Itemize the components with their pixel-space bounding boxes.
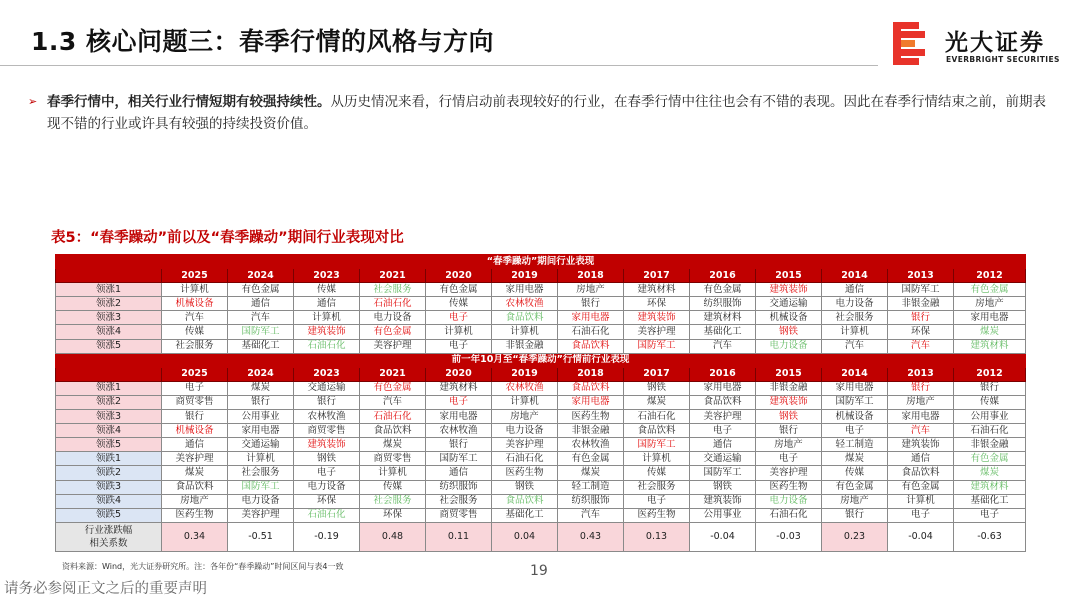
industry-cell: 银行 xyxy=(294,395,360,409)
correlation-label-line2: 相关系数 xyxy=(89,537,128,549)
industry-cell: 农林牧渔 xyxy=(492,381,558,395)
industry-cell: 建筑材料 xyxy=(954,339,1026,353)
year-header: 2021 xyxy=(360,367,426,381)
year-header: 2012 xyxy=(954,269,1026,283)
industry-cell: 非银金融 xyxy=(492,339,558,353)
industry-cell: 计算机 xyxy=(294,311,360,325)
industry-cell: 银行 xyxy=(888,381,954,395)
industry-cell: 汽车 xyxy=(360,395,426,409)
industry-cell: 国防军工 xyxy=(624,339,690,353)
year-header: 2019 xyxy=(492,367,558,381)
industry-cell: 有色金属 xyxy=(228,283,294,297)
industry-cell: 建筑装饰 xyxy=(756,283,822,297)
industry-cell: 医药生物 xyxy=(492,466,558,480)
industry-cell: 社会服务 xyxy=(162,339,228,353)
industry-cell: 煤炭 xyxy=(624,395,690,409)
industry-cell: 房地产 xyxy=(756,438,822,452)
industry-cell: 机械设备 xyxy=(756,311,822,325)
industry-cell: 钢铁 xyxy=(624,381,690,395)
industry-cell: 汽车 xyxy=(162,311,228,325)
industry-cell: 环保 xyxy=(294,494,360,508)
industry-cell: 电子 xyxy=(624,494,690,508)
industry-cell: 银行 xyxy=(162,410,228,424)
table-title: 表5：“春季躁动”前以及“春季躁动”期间行业表现对比 xyxy=(51,230,404,246)
year-header: 2018 xyxy=(558,269,624,283)
industry-cell: 医药生物 xyxy=(558,410,624,424)
year-header-blank xyxy=(56,367,162,381)
industry-cell: 建筑材料 xyxy=(690,311,756,325)
industry-cell: 通信 xyxy=(294,297,360,311)
industry-cell: 机械设备 xyxy=(162,424,228,438)
industry-cell: 家用电器 xyxy=(888,410,954,424)
section-title-pre-rally: 前一年10月至“春季躁动”行情前行业表现 xyxy=(56,353,1026,367)
table-row xyxy=(56,395,1026,409)
correlation-label xyxy=(56,522,162,551)
industry-cell: 有色金属 xyxy=(426,283,492,297)
row-label: 领涨3 xyxy=(56,410,162,424)
industry-cell: 钢铁 xyxy=(492,480,558,494)
correlation-value: 0.23 xyxy=(822,522,888,551)
table-row xyxy=(56,325,1026,339)
industry-cell: 银行 xyxy=(228,395,294,409)
industry-cell: 美容护理 xyxy=(492,438,558,452)
industry-cell: 银行 xyxy=(558,297,624,311)
page-number: 19 xyxy=(530,563,548,579)
slide-title: 1.3 核心问题三：春季行情的风格与方向 xyxy=(31,27,494,56)
industry-cell: 钢铁 xyxy=(294,452,360,466)
industry-cell: 通信 xyxy=(426,466,492,480)
industry-cell: 传媒 xyxy=(294,283,360,297)
industry-cell: 电子 xyxy=(888,508,954,522)
industry-cell: 煤炭 xyxy=(558,466,624,480)
correlation-value: -0.04 xyxy=(690,522,756,551)
industry-cell: 计算机 xyxy=(492,395,558,409)
section-title-spring-rally: “春季躁动”期间行业表现 xyxy=(56,255,1026,269)
industry-cell: 家用电器 xyxy=(558,395,624,409)
industry-cell: 有色金属 xyxy=(954,452,1026,466)
industry-cell: 电力设备 xyxy=(228,494,294,508)
industry-cell: 煤炭 xyxy=(954,466,1026,480)
industry-cell: 钢铁 xyxy=(756,410,822,424)
industry-cell: 机械设备 xyxy=(162,297,228,311)
year-header: 2020 xyxy=(426,269,492,283)
industry-cell: 石油石化 xyxy=(294,339,360,353)
industry-cell: 商贸零售 xyxy=(162,395,228,409)
industry-cell: 美容护理 xyxy=(360,339,426,353)
industry-cell: 石油石化 xyxy=(756,508,822,522)
industry-cell: 建筑材料 xyxy=(954,480,1026,494)
industry-cell: 家用电器 xyxy=(426,410,492,424)
industry-cell: 建筑装饰 xyxy=(294,438,360,452)
industry-cell: 纺织服饰 xyxy=(558,494,624,508)
industry-cell: 建筑装饰 xyxy=(888,438,954,452)
correlation-value: 0.34 xyxy=(162,522,228,551)
industry-cell: 石油石化 xyxy=(360,297,426,311)
correlation-row xyxy=(56,522,1026,551)
industry-cell: 机械设备 xyxy=(822,410,888,424)
industry-cell: 有色金属 xyxy=(822,480,888,494)
industry-cell: 煤炭 xyxy=(360,438,426,452)
industry-cell: 电子 xyxy=(162,381,228,395)
row-label: 领涨3 xyxy=(56,311,162,325)
arrow-bullet-icon: ➢ xyxy=(28,95,38,108)
industry-cell: 家用电器 xyxy=(558,311,624,325)
industry-cell: 建筑材料 xyxy=(624,283,690,297)
industry-cell: 农林牧渔 xyxy=(492,297,558,311)
industry-cell: 医药生物 xyxy=(624,508,690,522)
industry-cell: 社会服务 xyxy=(624,480,690,494)
row-label: 领跌5 xyxy=(56,508,162,522)
table-row xyxy=(56,297,1026,311)
industry-cell: 银行 xyxy=(954,381,1026,395)
industry-cell: 计算机 xyxy=(624,452,690,466)
industry-cell: 交通运输 xyxy=(690,452,756,466)
table-row xyxy=(56,452,1026,466)
table-row xyxy=(56,339,1026,353)
correlation-value: -0.63 xyxy=(954,522,1026,551)
industry-cell: 房地产 xyxy=(822,494,888,508)
row-label: 领涨5 xyxy=(56,339,162,353)
company-logo xyxy=(893,22,1068,68)
industry-cell: 交通运输 xyxy=(228,438,294,452)
year-header: 2023 xyxy=(294,367,360,381)
industry-cell: 煤炭 xyxy=(162,466,228,480)
table-row xyxy=(56,283,1026,297)
industry-cell: 电力设备 xyxy=(756,494,822,508)
industry-cell: 建筑装饰 xyxy=(690,494,756,508)
year-header: 2015 xyxy=(756,367,822,381)
industry-cell: 传媒 xyxy=(624,466,690,480)
correlation-value: 0.43 xyxy=(558,522,624,551)
industry-cell: 电力设备 xyxy=(492,424,558,438)
year-header: 2016 xyxy=(690,367,756,381)
year-header: 2025 xyxy=(162,269,228,283)
year-header: 2019 xyxy=(492,269,558,283)
correlation-value: -0.03 xyxy=(756,522,822,551)
industry-cell: 建筑材料 xyxy=(426,381,492,395)
industry-cell: 房地产 xyxy=(492,410,558,424)
year-header: 2014 xyxy=(822,367,888,381)
row-label: 领涨4 xyxy=(56,424,162,438)
industry-cell: 非银金融 xyxy=(954,438,1026,452)
industry-cell: 食品饮料 xyxy=(360,424,426,438)
industry-cell: 轻工制造 xyxy=(558,480,624,494)
year-header: 2014 xyxy=(822,269,888,283)
industry-cell: 计算机 xyxy=(492,325,558,339)
industry-cell: 环保 xyxy=(888,325,954,339)
row-label: 领涨4 xyxy=(56,325,162,339)
industry-cell: 有色金属 xyxy=(360,381,426,395)
industry-cell: 电子 xyxy=(756,452,822,466)
table-row xyxy=(56,381,1026,395)
industry-cell: 医药生物 xyxy=(162,508,228,522)
industry-cell: 农林牧渔 xyxy=(558,438,624,452)
industry-cell: 汽车 xyxy=(228,311,294,325)
industry-cell: 房地产 xyxy=(162,494,228,508)
industry-cell: 社会服务 xyxy=(360,494,426,508)
table-row xyxy=(56,466,1026,480)
industry-cell: 石油石化 xyxy=(624,410,690,424)
industry-cell: 通信 xyxy=(690,438,756,452)
year-header-row xyxy=(56,269,1026,283)
industry-cell: 建筑装饰 xyxy=(294,325,360,339)
industry-cell: 食品饮料 xyxy=(558,339,624,353)
industry-cell: 煤炭 xyxy=(822,452,888,466)
industry-cell: 食品饮料 xyxy=(888,466,954,480)
industry-cell: 商贸零售 xyxy=(426,508,492,522)
industry-cell: 国防军工 xyxy=(822,395,888,409)
table-row xyxy=(56,508,1026,522)
industry-cell: 家用电器 xyxy=(954,311,1026,325)
industry-cell: 国防军工 xyxy=(228,480,294,494)
correlation-value: -0.51 xyxy=(228,522,294,551)
year-header: 2023 xyxy=(294,269,360,283)
industry-cell: 环保 xyxy=(360,508,426,522)
industry-cell: 石油石化 xyxy=(294,508,360,522)
industry-cell: 公用事业 xyxy=(228,410,294,424)
industry-cell: 电力设备 xyxy=(360,311,426,325)
industry-cell: 银行 xyxy=(822,508,888,522)
industry-cell: 传媒 xyxy=(954,395,1026,409)
industry-cell: 通信 xyxy=(888,452,954,466)
industry-cell: 房地产 xyxy=(888,395,954,409)
industry-cell: 煤炭 xyxy=(954,325,1026,339)
industry-cell: 美容护理 xyxy=(690,410,756,424)
industry-cell: 石油石化 xyxy=(492,452,558,466)
industry-cell: 家用电器 xyxy=(228,424,294,438)
industry-cell: 钢铁 xyxy=(756,325,822,339)
industry-cell: 食品饮料 xyxy=(558,381,624,395)
industry-cell: 国防军工 xyxy=(624,438,690,452)
industry-cell: 社会服务 xyxy=(822,311,888,325)
industry-cell: 国防军工 xyxy=(888,283,954,297)
industry-cell: 汽车 xyxy=(888,424,954,438)
correlation-value: 0.48 xyxy=(360,522,426,551)
year-header: 2013 xyxy=(888,367,954,381)
industry-cell: 非银金融 xyxy=(558,424,624,438)
industry-cell: 电子 xyxy=(426,339,492,353)
industry-cell: 传媒 xyxy=(360,480,426,494)
industry-cell: 钢铁 xyxy=(690,480,756,494)
industry-cell: 家用电器 xyxy=(492,283,558,297)
table-row xyxy=(56,438,1026,452)
industry-cell: 医药生物 xyxy=(756,480,822,494)
year-header: 2021 xyxy=(360,269,426,283)
key-point-body: 从历史情况来看，行情启动前表现较好的行业，在春季行情中往往也会有不错的表现。因此在春季行情结束之前，前期表现不错的行业或许具有较强的持续投资价值。 xyxy=(47,94,1046,132)
year-header-row xyxy=(56,367,1026,381)
industry-cell: 石油石化 xyxy=(558,325,624,339)
industry-cell: 电子 xyxy=(426,311,492,325)
row-label: 领涨5 xyxy=(56,438,162,452)
industry-cell: 电子 xyxy=(954,508,1026,522)
industry-cell: 美容护理 xyxy=(162,452,228,466)
row-label: 领涨2 xyxy=(56,297,162,311)
industry-cell: 食品饮料 xyxy=(162,480,228,494)
year-header: 2024 xyxy=(228,367,294,381)
year-header: 2012 xyxy=(954,367,1026,381)
industry-cell: 汽车 xyxy=(690,339,756,353)
industry-cell: 传媒 xyxy=(162,325,228,339)
table-row xyxy=(56,494,1026,508)
row-label: 领涨2 xyxy=(56,395,162,409)
industry-cell: 电力设备 xyxy=(294,480,360,494)
industry-performance-table xyxy=(55,254,1026,552)
industry-cell: 房地产 xyxy=(954,297,1026,311)
industry-cell: 汽车 xyxy=(822,339,888,353)
correlation-value: 0.13 xyxy=(624,522,690,551)
industry-cell: 美容护理 xyxy=(624,325,690,339)
row-label: 领涨1 xyxy=(56,381,162,395)
industry-cell: 有色金属 xyxy=(360,325,426,339)
industry-cell: 计算机 xyxy=(822,325,888,339)
key-point-lead: 春季行情中，相关行业行情短期有较强持续性。 xyxy=(47,94,331,110)
industry-cell: 纺织服饰 xyxy=(690,297,756,311)
industry-cell: 石油石化 xyxy=(954,424,1026,438)
industry-cell: 计算机 xyxy=(162,283,228,297)
table-row xyxy=(56,410,1026,424)
industry-cell: 基础化工 xyxy=(228,339,294,353)
industry-cell: 国防军工 xyxy=(690,466,756,480)
industry-cell: 国防军工 xyxy=(228,325,294,339)
correlation-value: 0.11 xyxy=(426,522,492,551)
row-label: 领跌4 xyxy=(56,494,162,508)
correlation-value: 0.04 xyxy=(492,522,558,551)
industry-cell: 有色金属 xyxy=(888,480,954,494)
industry-cell: 商贸零售 xyxy=(294,424,360,438)
industry-cell: 电子 xyxy=(822,424,888,438)
industry-cell: 计算机 xyxy=(360,466,426,480)
source-note: 资料来源：Wind，光大证券研究所。注：各年份“春季躁动”时间区间与表4一致 xyxy=(62,562,344,571)
industry-cell: 农林牧渔 xyxy=(426,424,492,438)
industry-cell: 食品饮料 xyxy=(624,424,690,438)
industry-cell: 家用电器 xyxy=(822,381,888,395)
year-header: 2025 xyxy=(162,367,228,381)
everbright-logo-icon xyxy=(893,22,931,68)
industry-cell: 煤炭 xyxy=(228,381,294,395)
industry-cell: 建筑装饰 xyxy=(624,311,690,325)
industry-cell: 建筑装饰 xyxy=(756,395,822,409)
industry-cell: 社会服务 xyxy=(228,466,294,480)
industry-cell: 通信 xyxy=(228,297,294,311)
industry-cell: 计算机 xyxy=(888,494,954,508)
industry-cell: 农林牧渔 xyxy=(294,410,360,424)
industry-cell: 房地产 xyxy=(558,283,624,297)
section-title-spring-rally-row xyxy=(56,255,1026,269)
row-label: 领跌1 xyxy=(56,452,162,466)
header-divider xyxy=(0,65,878,66)
industry-cell: 国防军工 xyxy=(426,452,492,466)
industry-cell: 银行 xyxy=(756,424,822,438)
industry-cell: 轻工制造 xyxy=(822,438,888,452)
industry-cell: 食品饮料 xyxy=(690,395,756,409)
industry-cell: 电子 xyxy=(426,395,492,409)
industry-cell: 食品饮料 xyxy=(492,494,558,508)
year-header: 2020 xyxy=(426,367,492,381)
industry-cell: 汽车 xyxy=(888,339,954,353)
industry-cell: 电力设备 xyxy=(756,339,822,353)
section-title-pre-rally-row xyxy=(56,353,1026,367)
table-row xyxy=(56,424,1026,438)
industry-cell: 公用事业 xyxy=(690,508,756,522)
industry-cell: 电力设备 xyxy=(822,297,888,311)
table-row xyxy=(56,311,1026,325)
logo-english-name: EVERBRIGHT SECURITIES xyxy=(946,55,1060,64)
row-label: 领涨1 xyxy=(56,283,162,297)
industry-cell: 银行 xyxy=(888,311,954,325)
year-header: 2024 xyxy=(228,269,294,283)
industry-cell: 计算机 xyxy=(426,325,492,339)
industry-cell: 纺织服饰 xyxy=(426,480,492,494)
industry-cell: 通信 xyxy=(822,283,888,297)
year-header: 2013 xyxy=(888,269,954,283)
industry-cell: 石油石化 xyxy=(360,410,426,424)
industry-cell: 有色金属 xyxy=(690,283,756,297)
industry-cell: 社会服务 xyxy=(360,283,426,297)
industry-cell: 银行 xyxy=(426,438,492,452)
correlation-value: -0.19 xyxy=(294,522,360,551)
industry-cell: 计算机 xyxy=(228,452,294,466)
year-header: 2017 xyxy=(624,367,690,381)
industry-cell: 社会服务 xyxy=(426,494,492,508)
row-label: 领跌3 xyxy=(56,480,162,494)
correlation-label-line1: 行业涨跌幅 xyxy=(84,524,133,536)
industry-cell: 公用事业 xyxy=(954,410,1026,424)
industry-cell: 美容护理 xyxy=(228,508,294,522)
logo-chinese-name: 光大证券 xyxy=(945,30,1045,56)
industry-cell: 基础化工 xyxy=(954,494,1026,508)
year-header: 2016 xyxy=(690,269,756,283)
industry-cell: 汽车 xyxy=(558,508,624,522)
row-label: 领跌2 xyxy=(56,466,162,480)
year-header: 2015 xyxy=(756,269,822,283)
industry-cell: 传媒 xyxy=(426,297,492,311)
industry-cell: 有色金属 xyxy=(954,283,1026,297)
industry-cell: 传媒 xyxy=(822,466,888,480)
table-row xyxy=(56,480,1026,494)
industry-cell: 非银金融 xyxy=(756,381,822,395)
industry-cell: 电子 xyxy=(294,466,360,480)
correlation-value: -0.04 xyxy=(888,522,954,551)
year-header-blank xyxy=(56,269,162,283)
industry-cell: 美容护理 xyxy=(756,466,822,480)
industry-cell: 电子 xyxy=(690,424,756,438)
industry-cell: 商贸零售 xyxy=(360,452,426,466)
industry-cell: 通信 xyxy=(162,438,228,452)
year-header: 2018 xyxy=(558,367,624,381)
industry-cell: 食品饮料 xyxy=(492,311,558,325)
industry-cell: 交通运输 xyxy=(756,297,822,311)
year-header: 2017 xyxy=(624,269,690,283)
industry-cell: 基础化工 xyxy=(492,508,558,522)
industry-cell: 非银金融 xyxy=(888,297,954,311)
industry-cell: 环保 xyxy=(624,297,690,311)
key-point-paragraph xyxy=(28,91,1047,135)
disclaimer: 请务必参阅正文之后的重要声明 xyxy=(4,581,207,597)
industry-cell: 基础化工 xyxy=(690,325,756,339)
industry-cell: 交通运输 xyxy=(294,381,360,395)
industry-cell: 有色金属 xyxy=(558,452,624,466)
industry-cell: 家用电器 xyxy=(690,381,756,395)
